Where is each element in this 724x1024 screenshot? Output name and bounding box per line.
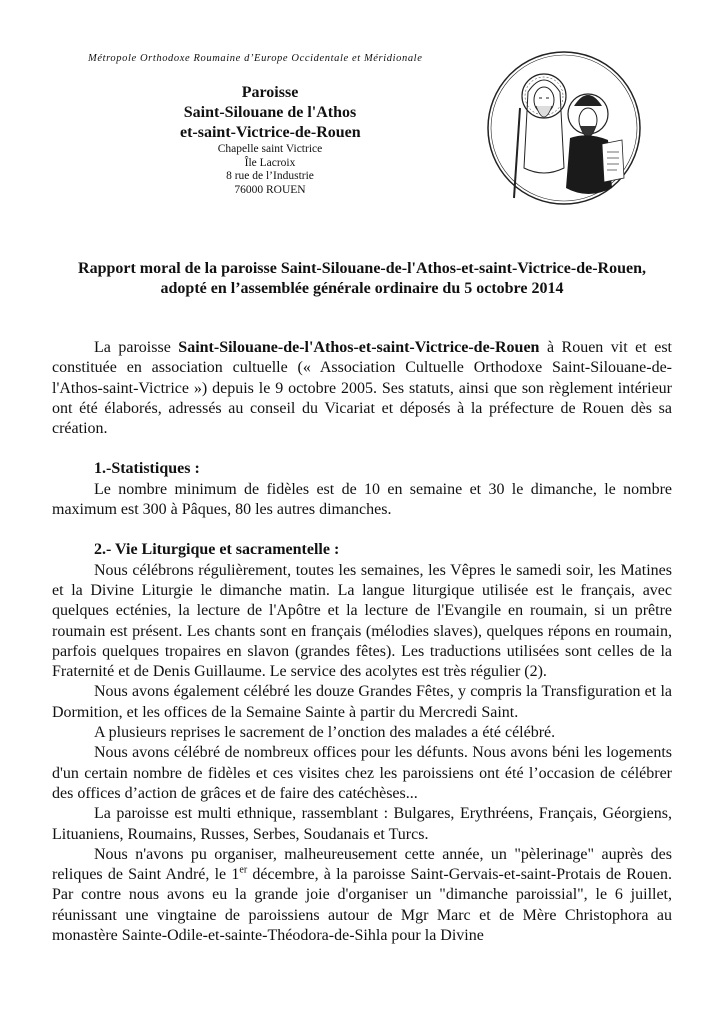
address-line: Chapelle saint Victrice — [217, 143, 323, 155]
parish-header — [180, 83, 360, 197]
document-title — [40, 259, 684, 299]
title-line: adopté en l’assemblée générale ordinaire du 5 octobre 2014 — [160, 280, 564, 297]
intro-paragraph: La paroisse Saint-Silouane-de-l'Athos-et-saint-Victrice-de-Rouen à Rouen vit et est constituée en association cultuelle (« Association Cultuelle Orthodoxe Saint-Silouane-de-l'Athos-saint-Victrice ») depuis le 9 octobre 2005. Ses statuts, ainsi que son règlement intérieur ont été élaborés, adressés au conseil du Vicariat et déposés à la préfecture de Rouen dès sa création. — [52, 339, 672, 438]
report-body — [52, 338, 672, 946]
parish-name: Saint-Silouane-de-l'Athos-et-saint-Victrice-de-Rouen — [178, 339, 540, 356]
liturgy-paragraph: Nous avons célébré de nombreux offices pour les défunts. Nous avons béni les logements d'un certain nombre de fidèles et ces visites chez les paroissiens ont été l’occasion de célébrer des offices d’action de grâces et de faire des catéchèses... — [52, 744, 672, 802]
statistics-paragraph: Le nombre minimum de fidèles est de 10 en semaine et 30 le dimanche, le nombre maximum est 300 à Pâques, 80 les autres dimanches. — [52, 480, 672, 519]
address-line: Île Lacroix — [244, 156, 296, 169]
liturgy-paragraph: La paroisse est multi ethnique, rassemblant : Bulgares, Erythréens, Français, Géorgiens, Lituaniens, Roumains, Russes, Serbes, Soudanais et Turcs. — [52, 805, 672, 843]
section-heading-statistics: 1.-Statistiques : — [94, 460, 200, 478]
liturgy-paragraph: Nous n'avons pu organiser, malheureusement cette année, un "pèlerinage" auprès des reliques de Saint André, le 1er décembre, à la paroisse Saint-Gervais-et-saint-Protais de Rouen. Par contre nous avons eu la grande joie d'organiser un "dimanche paroissial", le 6 juillet, réunissant une vingtaine de paroissiens autour de Mgr Marc et de Mère Christophora au monastère Sainte-Odile-et-sainte-Théodora-de-Sihla pour la Divine — [52, 845, 672, 945]
liturgy-paragraph: A plusieurs reprises le sacrement de l’onction des malades a été célébré. — [94, 724, 556, 742]
saints-logo-icon — [484, 48, 644, 208]
section-heading-liturgy: 2.- Vie Liturgique et sacramentelle : — [94, 541, 340, 559]
parish-title-line: Paroisse — [241, 84, 299, 101]
liturgy-paragraph: Nous avons également célébré les douze Grandes Fêtes, y compris la Transfiguration et la Dormition, et les offices de la Semaine Sainte à partir du Mercredi Saint. — [52, 683, 672, 721]
address-line: 76000 ROUEN — [234, 183, 306, 196]
title-line: Rapport moral de la paroisse Saint-Silouane-de-l'Athos-et-saint-Victrice-de-Rouen, — [78, 260, 646, 277]
parish-title-line: et-saint-Victrice-de-Rouen — [180, 124, 361, 141]
address-line: 8 rue de l’Industrie — [226, 170, 314, 182]
liturgy-paragraph: Nous célébrons régulièrement, toutes les semaines, les Vêpres le samedi soir, les Matines et la Divine Liturgie le dimanche matin. La langue liturgique utilisée est le français, avec quelques ecténies, la lecture de l'Apôtre et la lecture de l'Evangile en roumain, si un prêtre roumain est présent. Les chants sont en français (mélodies slaves), quelques répons en roumain, parfois quelques tropaires en slavon (grandes fêtes). Les traductions utilisées sont celles de la Fraternité et de Denis Guillaume. Le service des acolytes est très régulier (2). — [52, 561, 672, 681]
parish-title-line: Saint-Silouane de l'Athos — [183, 104, 357, 121]
metropole-header: Métropole Orthodoxe Roumaine d’Europe Occidentale et Méridionale — [88, 53, 423, 64]
